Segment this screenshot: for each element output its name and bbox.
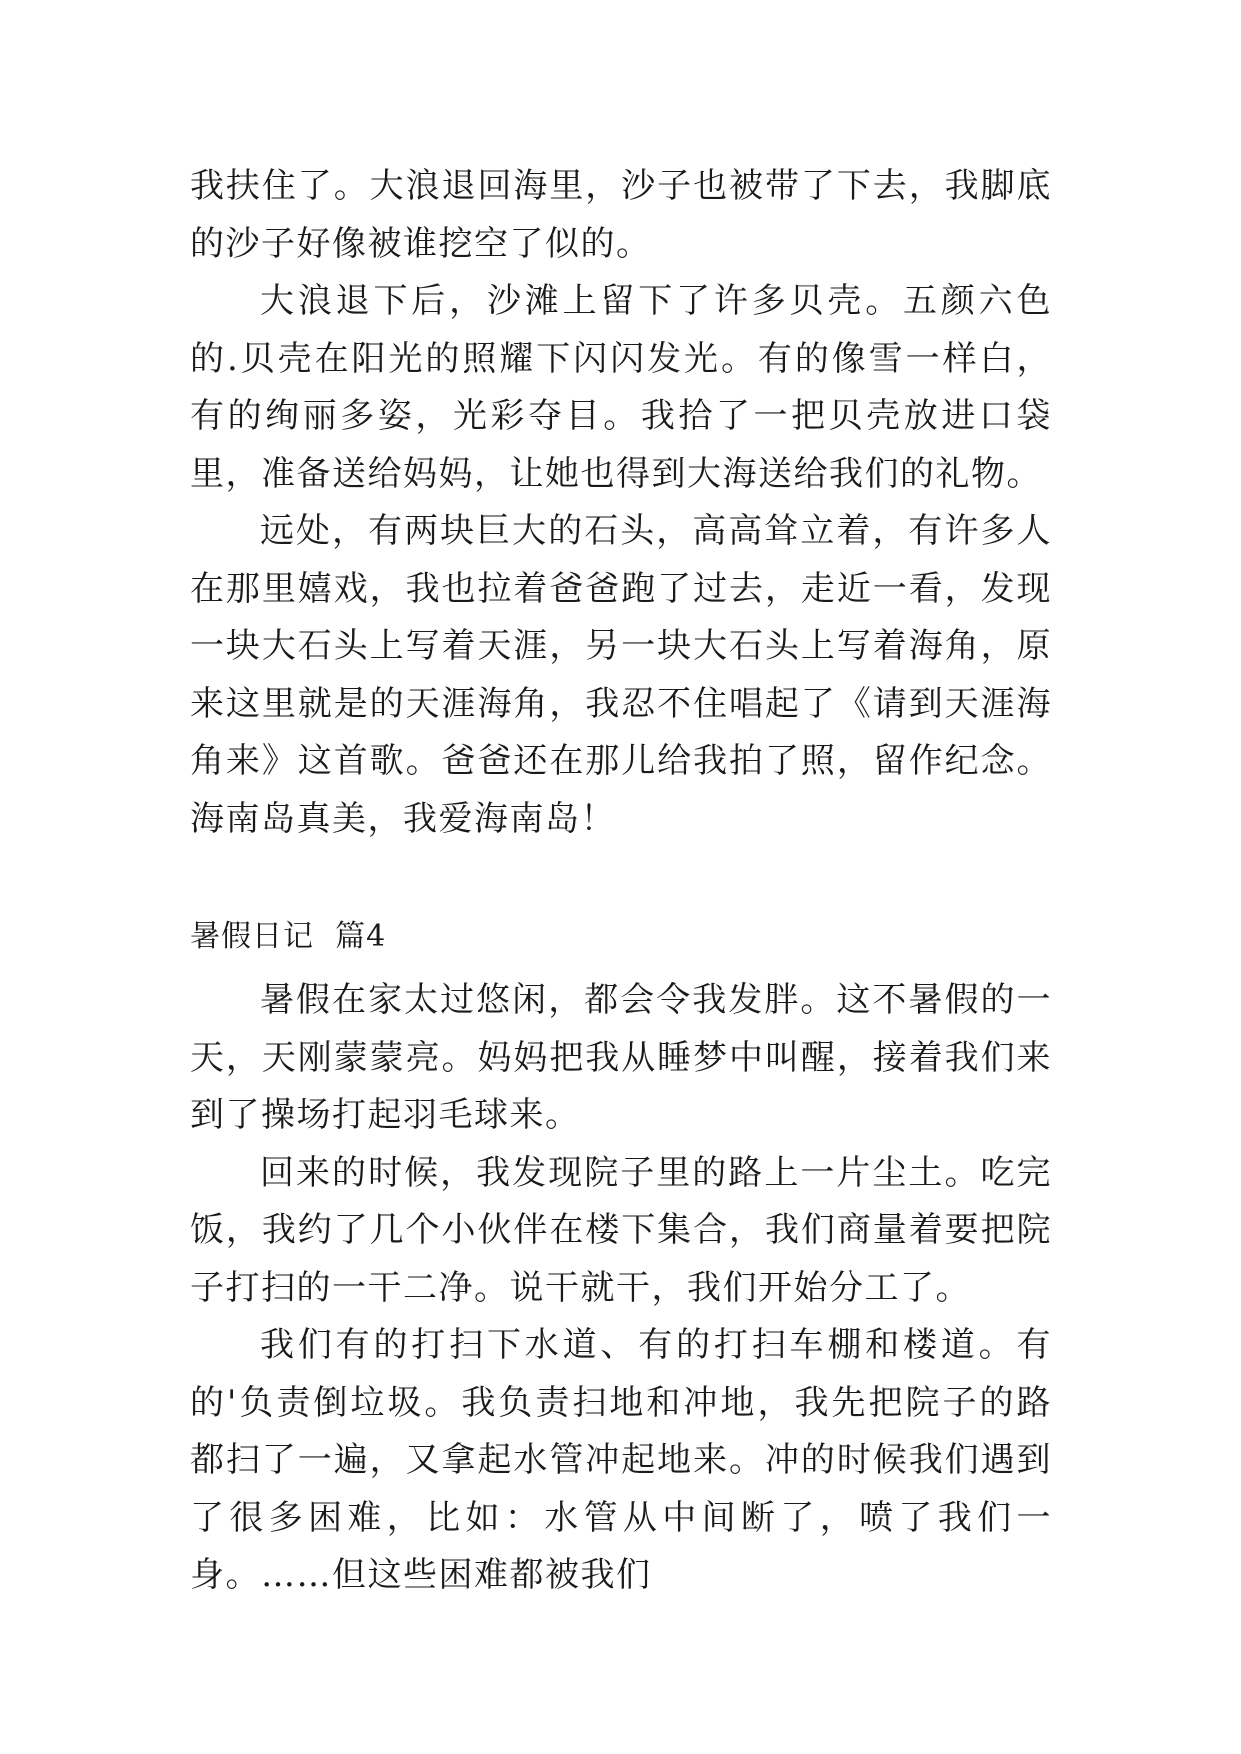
paragraph: 我们有的打扫下水道、有的打扫车棚和楼道。有的'负责倒垃圾。我负责扫地和冲地，我先把院子的路都扫了一遍，又拿起水管冲起地来。冲的时候我们遇到了很多困难，比如：水管从中间断了，喷了我们一身。……但这些困难都被我们 [190, 1325, 1052, 1595]
paragraph: 回来的时候，我发现院子里的路上一片尘土。吃完饭，我约了几个小伙伴在楼下集合，我们商量着要把院子打扫的一干二净。说干就干，我们开始分工了。 [190, 1152, 1052, 1308]
paragraph: 大浪退下后，沙滩上留下了许多贝壳。五颜六色的.贝壳在阳光的照耀下闪闪发光。有的像雪一样白，有的绚丽多姿，光彩夺目。我拾了一把贝壳放进口袋里，准备送给妈妈，让她也得到大海送给我们的礼物。 [190, 281, 1052, 494]
text-block-top [190, 158, 1052, 848]
paragraph: 暑假在家太过悠闲，都会令我发胖。这不暑假的一天，天刚蒙蒙亮。妈妈把我从睡梦中叫醒，接着我们来到了操场打起羽毛球来。 [190, 980, 1052, 1135]
paragraph: 我扶住了。大浪退回海里，沙子也被带了下去，我脚底的沙子好像被谁挖空了似的。 [190, 166, 1052, 264]
text-block-bottom [190, 972, 1052, 1605]
section-heading: 暑假日记 篇4 [190, 919, 387, 954]
paragraph: 远处，有两块巨大的石头，高高耸立着，有许多人在那里嬉戏，我也拉着爸爸跑了过去，走近一看，发现一块大石头上写着天涯，另一块大石头上写着海角，原来这里就是的天涯海角，我忍不住唱起了《请到天涯海角来》这首歌。爸爸还在那儿给我拍了照，留作纪念。海南岛真美，我爱海南岛！ [190, 511, 1052, 839]
